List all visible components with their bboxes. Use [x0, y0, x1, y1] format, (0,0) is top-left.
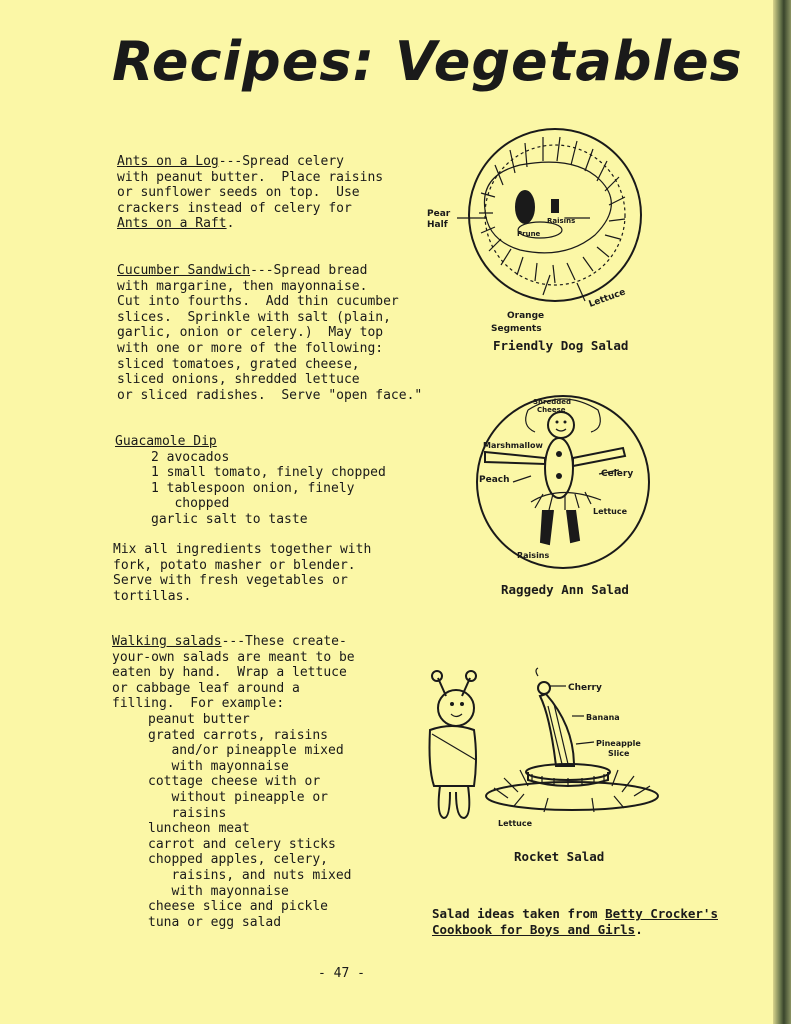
- filling-line: tuna or egg salad: [148, 914, 282, 930]
- ingredient-line: 1 small tomato, finely chopped: [151, 465, 386, 481]
- recipe-cucumber-sandwich: [117, 263, 422, 403]
- filling-list: [112, 712, 355, 930]
- caption-friendly-dog-salad: Friendly Dog Salad: [493, 338, 629, 353]
- filling-line: carrot and celery sticks: [148, 836, 336, 852]
- filling-line: raisins, and nuts mixed: [148, 867, 352, 883]
- label-lettuce: Lettuce: [593, 507, 628, 516]
- label-pear: Pear: [427, 209, 451, 219]
- filling-line: cottage cheese with or: [148, 774, 321, 790]
- recipe-text-end: .: [226, 216, 235, 232]
- page-title: Recipes: Vegetables: [112, 30, 743, 93]
- filling-line: peanut butter: [148, 711, 250, 727]
- label-raisins: Raisins: [517, 551, 550, 560]
- recipe-guacamole-dip: [115, 434, 386, 528]
- recipe-variant: Ants on a Raft: [117, 216, 227, 232]
- walking-salad-figure-drawing: [418, 668, 488, 828]
- label-pineapple: Pineapple: [596, 739, 641, 748]
- label-lettuce: Lettuce: [498, 819, 533, 828]
- label-celery: Celery: [601, 469, 634, 479]
- label-prune: Prune: [517, 230, 541, 238]
- credit-prefix: Salad ideas taken from: [432, 906, 606, 921]
- label-marshmallow: Marshmallow: [483, 441, 543, 450]
- credit-end: .: [635, 922, 643, 937]
- credit-book-title-line2: Cookbook for Boys and Girls: [432, 922, 636, 937]
- label-shredded: Shredded: [533, 398, 572, 406]
- filling-line: with mayonnaise: [148, 758, 289, 774]
- ingredient-list: [115, 450, 386, 528]
- recipe-name: Ants on a Log: [117, 154, 219, 169]
- label-segments: Segments: [491, 324, 542, 334]
- filling-line: without pineapple or: [148, 789, 329, 805]
- caption-rocket-salad: Rocket Salad: [514, 849, 605, 864]
- label-orange: Orange: [507, 311, 545, 321]
- filling-line: luncheon meat: [148, 821, 250, 837]
- salad-ideas-credit: [432, 906, 718, 938]
- label-slice: Slice: [608, 749, 630, 758]
- rocket-salad-drawing: [484, 666, 664, 836]
- recipe-name: Cucumber Sandwich: [117, 263, 251, 278]
- recipe-walking-salads: [112, 634, 355, 930]
- filling-line: with mayonnaise: [148, 883, 289, 899]
- label-cheese: Cheese: [537, 406, 566, 414]
- recipe-name: Walking salads: [112, 634, 222, 649]
- ingredient-line: 2 avocados: [151, 449, 230, 465]
- filling-line: and/or pineapple mixed: [148, 743, 344, 759]
- ingredient-line: garlic salt to taste: [151, 511, 308, 527]
- filling-line: chopped apples, celery,: [148, 852, 329, 868]
- caption-raggedy-ann-salad: Raggedy Ann Salad: [501, 582, 629, 597]
- label-half: Half: [427, 220, 448, 230]
- label-banana: Banana: [586, 713, 620, 722]
- raggedy-ann-salad-drawing: [473, 390, 653, 570]
- filling-line: grated carrots, raisins: [148, 727, 329, 743]
- label-peach: Peach: [479, 475, 510, 485]
- label-cherry: Cherry: [568, 683, 602, 693]
- label-raisins: Raisins: [547, 217, 576, 225]
- page-edge: [773, 0, 791, 1024]
- recipe-text: ---Spread bread with margarine, then mayonnaise. Cut into fourths. Add thin cucumber slices. Sprinkle with salt (plain, garlic, onion or celery.) May top with one or more of the following: sliced tomatoes, grated cheese, sliced onions, shredded lettuce or sliced radishes. Serve "open face.": [117, 263, 423, 403]
- credit-book-title-line1: Betty Crocker's: [605, 906, 718, 921]
- ingredient-line: chopped: [151, 496, 230, 512]
- recipe-text: ---Spread celery with peanut butter. Place raisins or sunflower seeds on top. Use crackers instead of celery for: [117, 154, 384, 216]
- recipe-directions: Mix all ingredients together with fork, potato masher or blender. Serve with fresh vegetables or tortillas.: [113, 542, 372, 604]
- friendly-dog-salad-drawing: [425, 125, 650, 335]
- recipe-name: Guacamole Dip: [115, 434, 217, 449]
- recipe-ants-on-a-log: [117, 154, 383, 232]
- ingredient-line: 1 tablespoon onion, finely: [151, 480, 355, 496]
- label-lettuce: Lettuce: [587, 287, 628, 310]
- filling-line: raisins: [148, 805, 227, 821]
- page-number: - 47 -: [318, 966, 365, 981]
- recipe-text: ---These create- your-own salads are meant to be eaten by hand. Wrap a lettuce or cabbage leaf around a filling. For example:: [112, 634, 355, 712]
- filling-line: cheese slice and pickle: [148, 899, 329, 915]
